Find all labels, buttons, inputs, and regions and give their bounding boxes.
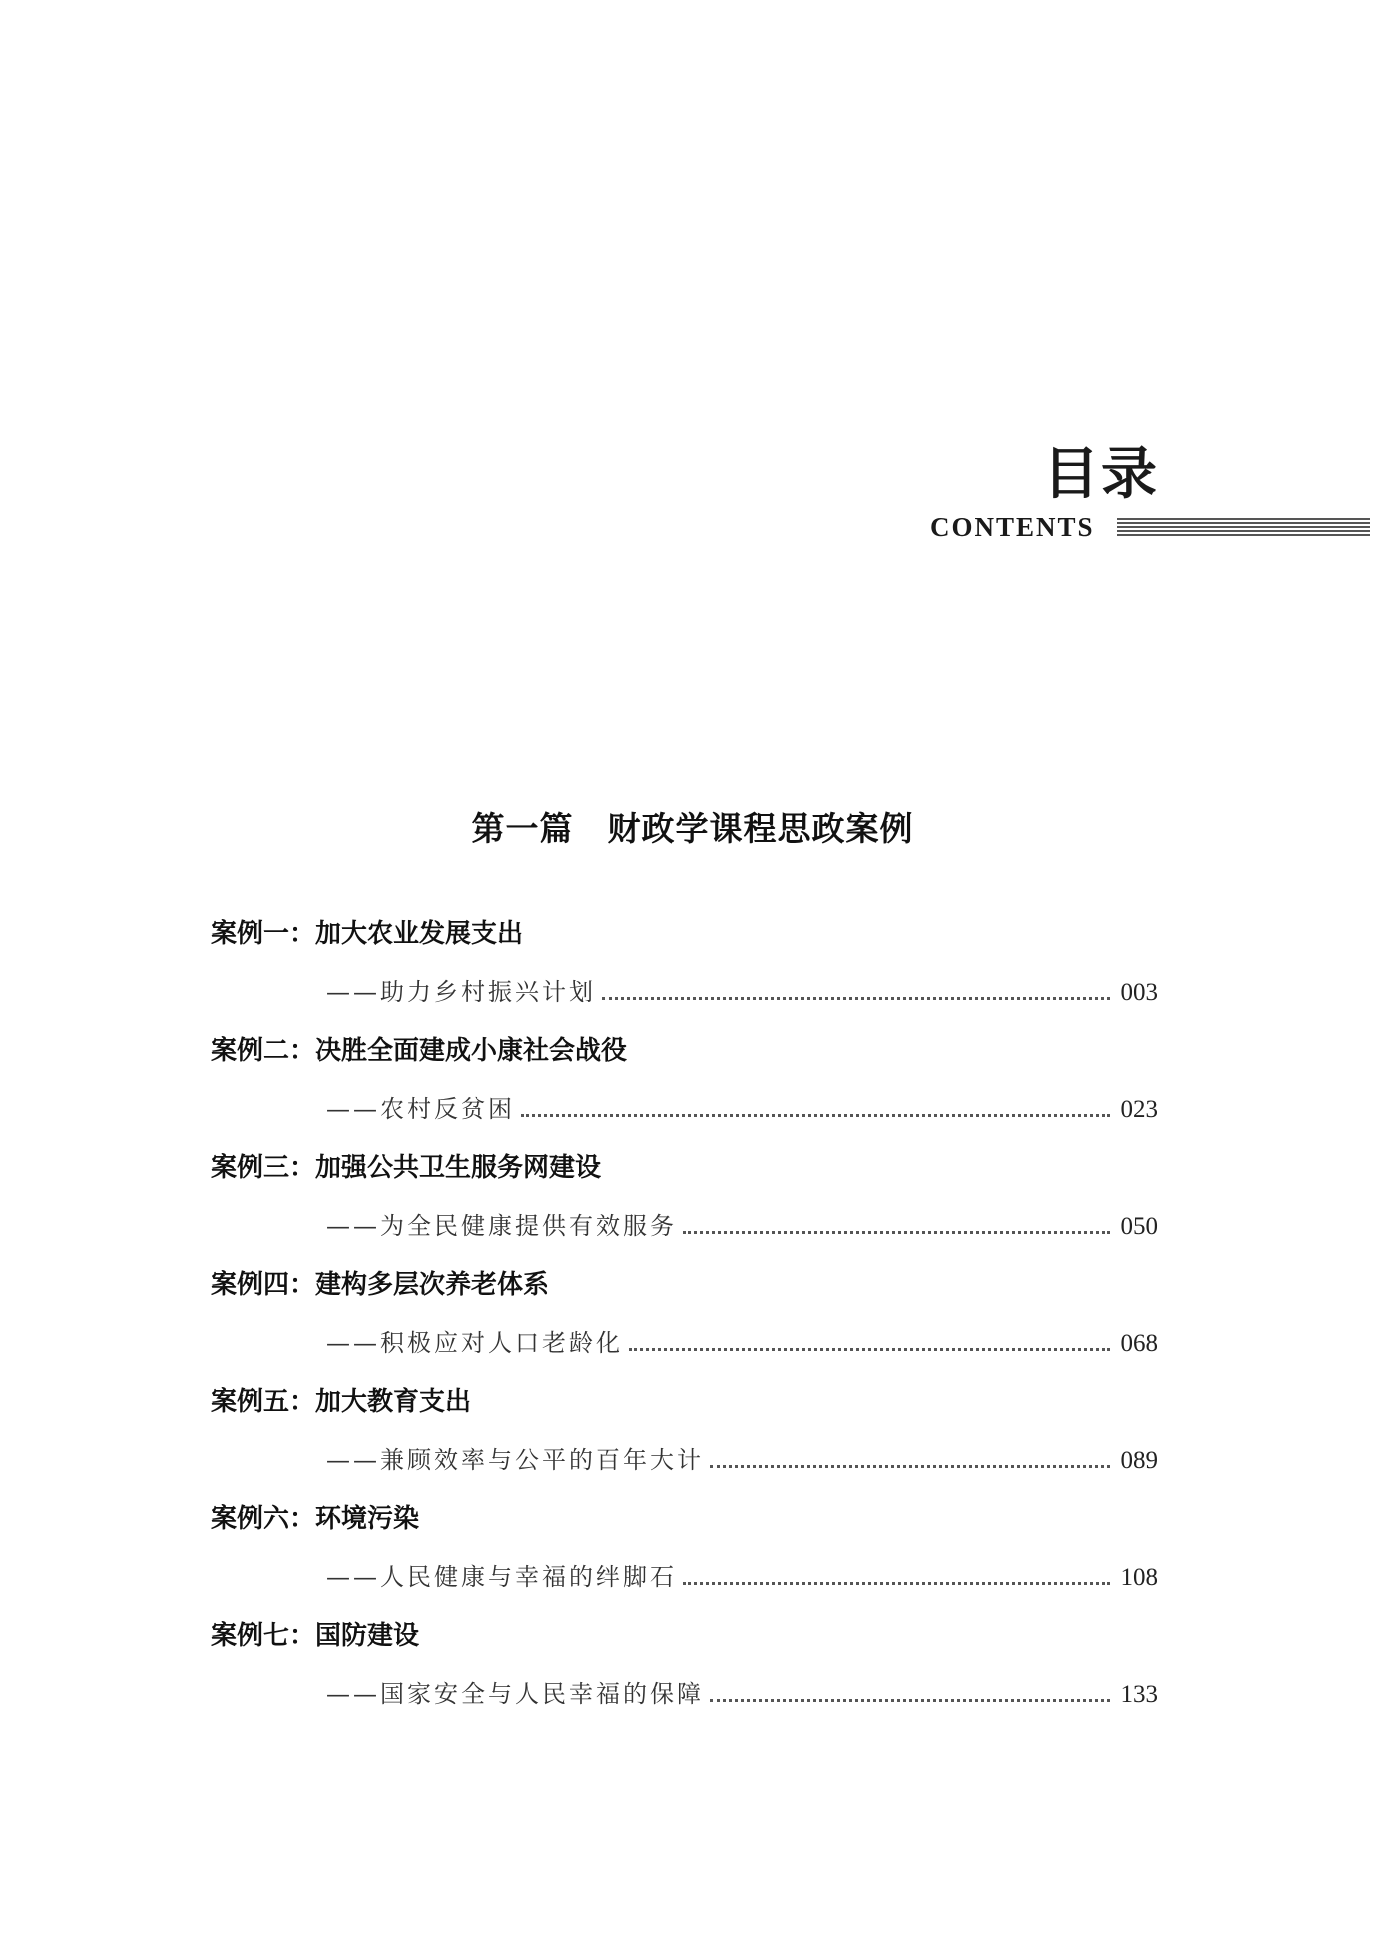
case-title: 加强公共卫生服务网建设	[315, 1153, 602, 1183]
case-heading	[211, 1386, 471, 1418]
case-label: 案例一：	[211, 919, 316, 949]
case-label: 案例二：	[211, 1036, 316, 1066]
toc-entry[interactable]	[0, 1386, 1385, 1486]
case-heading	[211, 1620, 419, 1652]
case-subtitle: ——兼顾效率与公平的百年大计	[326, 1446, 704, 1474]
case-label: 案例四：	[211, 1270, 316, 1300]
case-heading	[211, 1503, 419, 1535]
case-subtitle: ——国家安全与人民幸福的保障	[326, 1680, 704, 1708]
decorative-rule-lines	[1117, 518, 1370, 538]
page-number: 133	[1120, 1681, 1158, 1708]
case-heading	[211, 1269, 549, 1301]
case-label: 案例五：	[211, 1387, 316, 1417]
case-subtitle-line	[326, 976, 1158, 1008]
part-name: 财政学课程思政案例	[607, 809, 914, 848]
case-subtitle-line	[326, 1444, 1158, 1476]
case-subtitle: ——农村反贫困	[326, 1095, 515, 1123]
case-subtitle: ——为全民健康提供有效服务	[326, 1212, 677, 1240]
case-label: 案例六：	[211, 1504, 316, 1534]
case-label: 案例三：	[211, 1153, 316, 1183]
case-subtitle: ——积极应对人口老龄化	[326, 1329, 623, 1357]
dot-leader	[521, 1096, 1110, 1117]
toc-entry[interactable]	[0, 1503, 1385, 1603]
case-heading	[211, 1152, 601, 1184]
page-subtitle: CONTENTS	[930, 512, 1095, 542]
case-title: 决胜全面建成小康社会战役	[315, 1036, 628, 1066]
page-number: 023	[1120, 1096, 1158, 1123]
case-title: 加大教育支出	[315, 1387, 472, 1417]
page-number: 108	[1120, 1564, 1158, 1591]
case-subtitle: ——人民健康与幸福的绊脚石	[326, 1563, 677, 1591]
case-subtitle-line	[326, 1093, 1158, 1125]
page-number: 089	[1120, 1447, 1158, 1474]
page-number: 050	[1120, 1213, 1158, 1240]
page-number: 003	[1120, 979, 1158, 1006]
page-number: 068	[1120, 1330, 1158, 1357]
toc-entry[interactable]	[0, 1269, 1385, 1369]
case-subtitle-line	[326, 1327, 1158, 1359]
part-heading	[0, 809, 1385, 848]
case-heading	[211, 918, 523, 950]
page-title: 目录	[1043, 441, 1159, 507]
toc-entry[interactable]	[0, 918, 1385, 1018]
case-subtitle: ——助力乡村振兴计划	[326, 978, 596, 1006]
dot-leader	[629, 1330, 1110, 1351]
dot-leader	[710, 1681, 1110, 1702]
case-title: 加大农业发展支出	[315, 919, 524, 949]
case-subtitle-line	[326, 1210, 1158, 1242]
case-label: 案例七：	[211, 1621, 316, 1651]
dot-leader	[683, 1564, 1110, 1585]
subtitle-row	[930, 514, 1370, 542]
case-title: 建构多层次养老体系	[315, 1270, 550, 1300]
case-heading	[211, 1035, 627, 1067]
dot-leader	[710, 1447, 1110, 1468]
part-number: 第一篇	[471, 809, 574, 848]
dot-leader	[683, 1213, 1110, 1234]
case-title: 环境污染	[315, 1504, 420, 1534]
toc-entry[interactable]	[0, 1152, 1385, 1252]
case-title: 国防建设	[315, 1621, 420, 1651]
dot-leader	[602, 979, 1110, 1000]
case-subtitle-line	[326, 1678, 1158, 1710]
case-subtitle-line	[326, 1561, 1158, 1593]
toc-entry[interactable]	[0, 1035, 1385, 1135]
toc-entry[interactable]	[0, 1620, 1385, 1720]
